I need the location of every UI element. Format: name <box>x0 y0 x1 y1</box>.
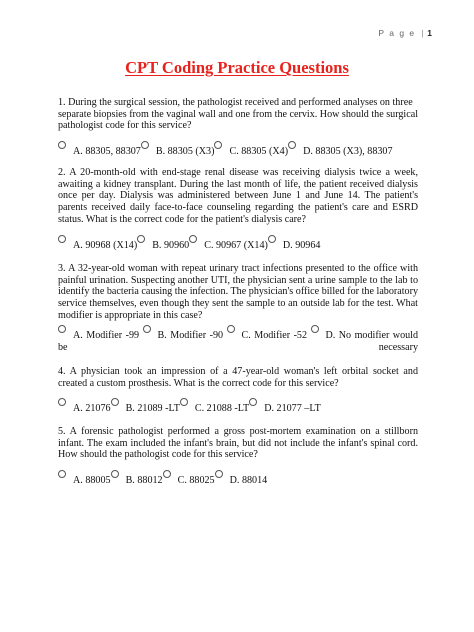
question-2-option-c-label: C. 90967 (X14) <box>204 240 268 251</box>
question-1-option-d-label: D. 88305 (X3), 88307 <box>303 146 393 157</box>
question-1-option-a-radio[interactable] <box>58 141 66 149</box>
question-3-option-b-label: B. Modifier -90 <box>157 330 224 341</box>
question-2-options <box>58 240 418 252</box>
question-3-options-line <box>58 330 418 353</box>
question-4-option-c-label: C. 21088 -LT <box>194 403 250 414</box>
question-1-option-b-label: B. 88305 (X3) <box>155 146 215 157</box>
question-3-option-c-radio[interactable] <box>227 325 235 333</box>
question-2-option-c-radio[interactable] <box>189 235 197 243</box>
question-5-option-b-radio[interactable] <box>111 470 119 478</box>
question-3-option-c-label: C. Modifier -52 <box>241 330 308 341</box>
question-1-option-c-label: C. 88305 (X4) <box>229 146 289 157</box>
question-2-option-d-radio[interactable] <box>268 235 276 243</box>
question-3-option-d-radio[interactable] <box>311 325 319 333</box>
question-4-option-a-label: A. 21076 <box>73 403 111 414</box>
question-4-option-c-radio[interactable] <box>180 398 188 406</box>
document-title: CPT Coding Practice Questions <box>125 58 349 77</box>
question-2-option-a-label: A. 90968 (X14) <box>73 240 138 251</box>
question-2-option-a-radio[interactable] <box>58 235 66 243</box>
question-5-option-a-label: A. 88005 <box>73 475 111 486</box>
question-3-option-d-label: D. No modifier would be necessary <box>58 330 419 353</box>
question-1-option-b-radio[interactable] <box>141 141 149 149</box>
question-1-text: 1. During the surgical session, the pathologist received and performed analyses on three separate biopsies from the vaginal wall and one from the cervix. How should the surgical pathologist code for this service? <box>58 97 419 132</box>
question-2-text: 2. A 20-month-old with end-stage renal disease was receiving dialysis twice a week, awaiting a kidney transplant. During the last month of life, the patient received dialysis once per day. Dialysis was administered between June 1 and June 14. The patient's parents received daily face-to-face counseling regarding the patient's care and ESRD status. What is the correct code for the patient's dialysis care? <box>58 167 418 225</box>
question-4-text: 4. A physician took an impression of a 47-year-old woman's left orbital socket and created a custom prosthesis. What is the correct code for this service? <box>58 366 418 389</box>
question-4-option-b-radio[interactable] <box>111 398 119 406</box>
question-5-option-d-label: D. 88014 <box>229 475 268 486</box>
question-4-option-d-radio[interactable] <box>249 398 257 406</box>
question-5-text: 5. A forensic pathologist performed a gross post-mortem examination on a stillborn infant. The exam included the infant's brain, but did not include the infant's spinal cord. How should the pathologist code for this service? <box>58 426 418 461</box>
question-3-text: 3. A 32-year-old woman with repeat urinary tract infections presented to the office with painful urination. Suspecting another UTI, the physician sent a urine sample to the lab to identify the bacteria causing the infection. The physician's office billed for the laboratory service themselves, even though they sent the sample to an outside lab for the test. What modifier is appropriate in this case? <box>58 263 418 321</box>
question-2-option-b-radio[interactable] <box>137 235 145 243</box>
question-2-option-b-label: B. 90960 <box>152 240 190 251</box>
question-3-option-a-label: A. Modifier -99 <box>73 330 140 341</box>
question-4-option-d-label: D. 21077 –LT <box>264 403 321 414</box>
question-5-option-d-radio[interactable] <box>215 470 223 478</box>
question-5-option-c-radio[interactable] <box>163 470 171 478</box>
question-1-option-d-radio[interactable] <box>288 141 296 149</box>
question-4-option-a-radio[interactable] <box>58 398 66 406</box>
question-3-option-b-radio[interactable] <box>143 325 151 333</box>
question-5-option-b-label: B. 88012 <box>125 475 163 486</box>
page-separator: | <box>421 28 426 38</box>
question-5-option-a-radio[interactable] <box>58 470 66 478</box>
question-5-options <box>58 475 418 487</box>
page-header <box>378 28 432 38</box>
question-4-option-b-label: B. 21089 -LT <box>125 403 180 414</box>
question-1-options <box>58 146 418 158</box>
question-4-options <box>58 403 418 415</box>
question-1-option-a-label: A. 88305, 88307 <box>73 146 141 157</box>
question-1-option-c-radio[interactable] <box>214 141 222 149</box>
page-number: 1 <box>427 28 432 38</box>
question-3-option-a-radio[interactable] <box>58 325 66 333</box>
question-5-option-c-label: C. 88025 <box>177 475 215 486</box>
page-label: P a g e <box>378 28 416 38</box>
question-3-options <box>58 330 418 353</box>
question-2-option-d-label: D. 90964 <box>282 240 321 251</box>
